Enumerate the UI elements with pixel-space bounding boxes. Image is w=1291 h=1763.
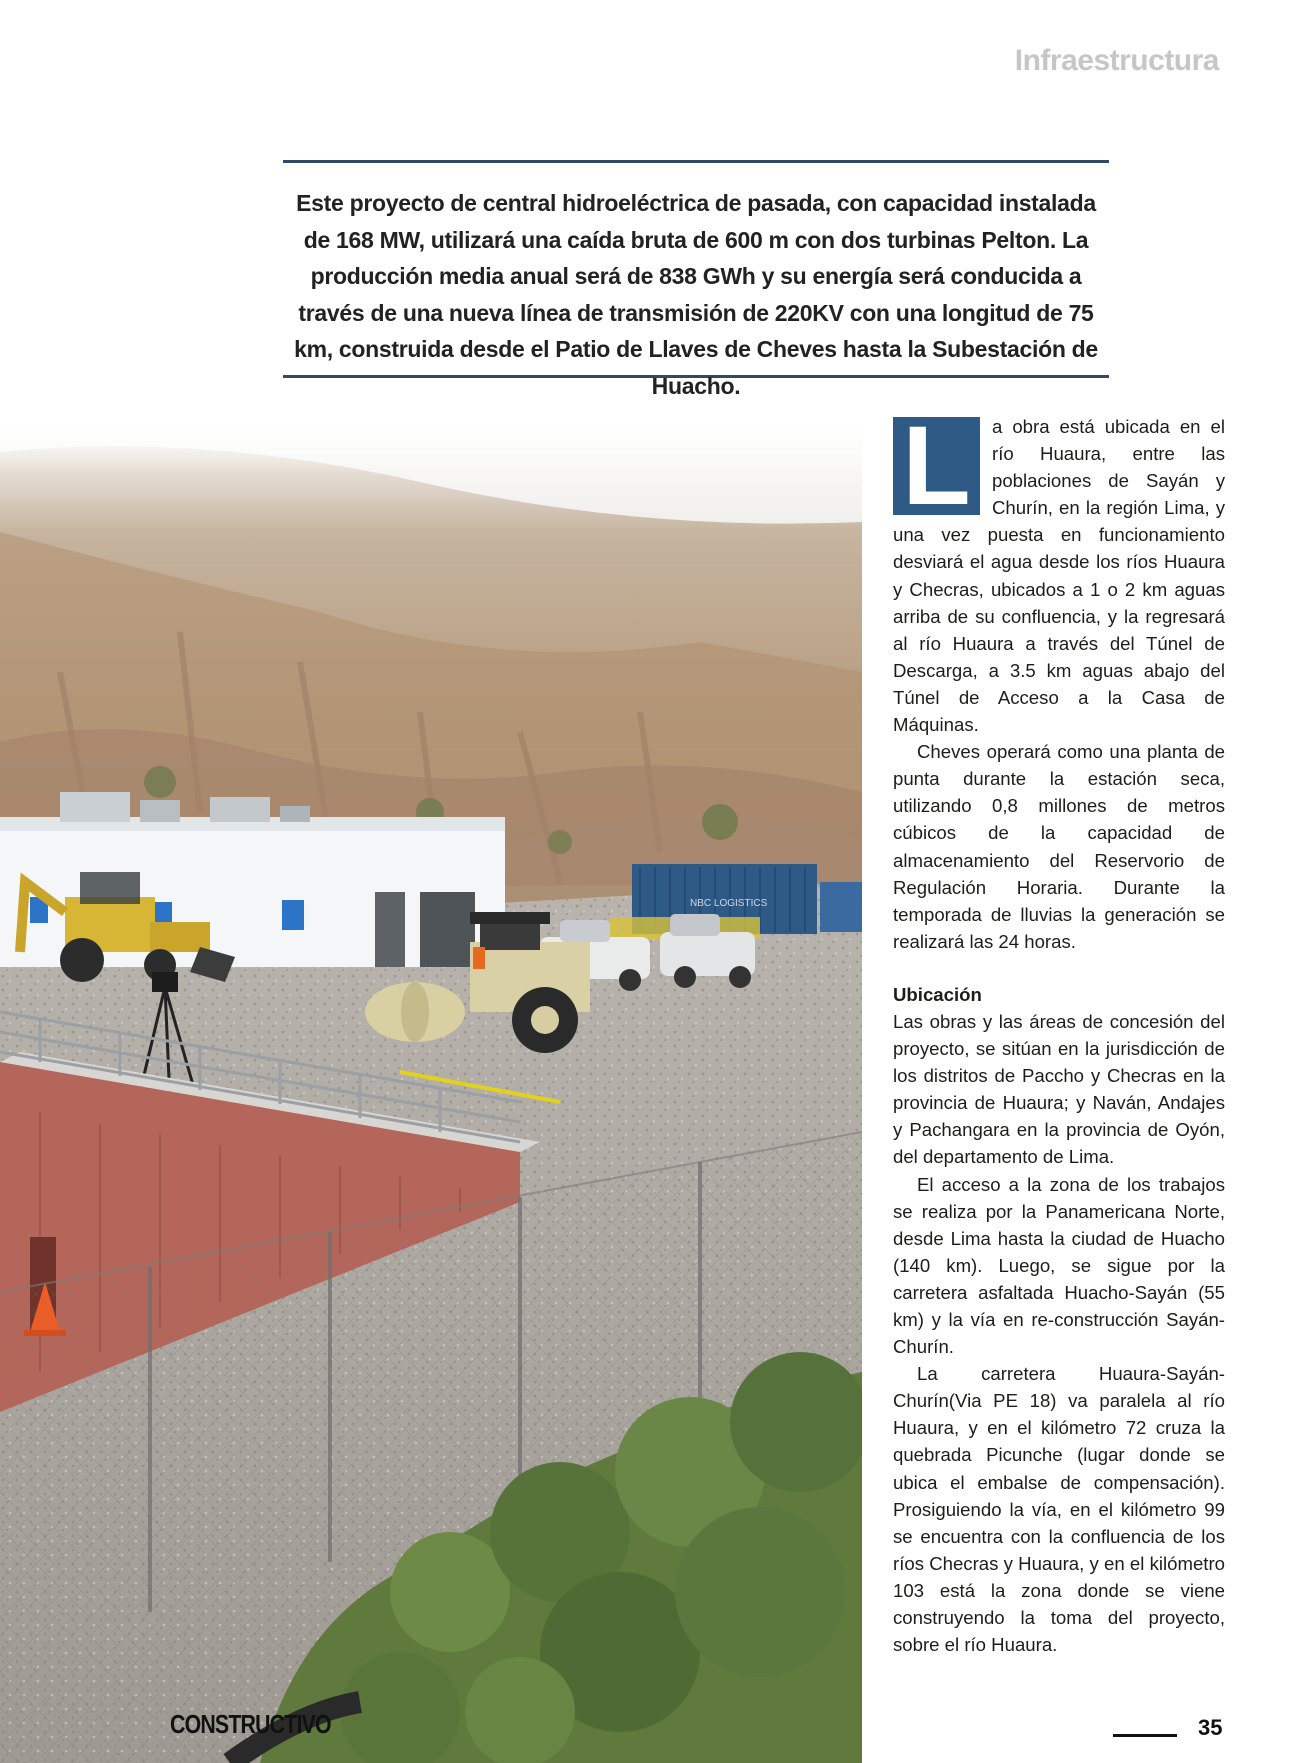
section-label: Infraestructura <box>1014 44 1219 77</box>
section-heading: Ubicación <box>893 983 982 1005</box>
summary-box <box>283 160 1109 399</box>
article-body <box>893 403 1225 1658</box>
container-label: NBC LOGISTICS <box>690 898 768 909</box>
footer-rule <box>1113 1734 1177 1737</box>
construction-site-photo <box>0 412 862 1763</box>
article-paragraph: La carretera Huaura-Sayán-Churín(Via PE 18) va paralela al río Huaura, y en el kilómetro 72 cruza la quebrada Picunche (lugar donde se ubica el embalse de compensación). Prosiguiendo la vía, en el kilómetro 99 se encuentra con la confluencia de los ríos Checras y Huaura, y en el kilómetro 103 está la zona donde se viene construyendo la toma del proyecto, sobre el río Huaura. <box>893 1363 1225 1656</box>
article-paragraph: a obra está ubicada en el río Huaura, entre las poblaciones de Sayán y Churín, en la región Lima, y una vez puesta en funcionamiento desviará el agua desde los ríos Huaura y Checras, ubicados a 1 o 2 km aguas arriba de su confluencia, y la regresará al río Huaura a través del Túnel de Descarga, a 3.5 km aguas abajo del Túnel de Acceso a la Casa de Máquinas. <box>893 416 1225 736</box>
summary-text: Este proyecto de central hidroeléctrica de pasada, con capacidad instalada de 168 MW, utilizará una caída bruta de 600 m con dos turbinas Pelton. La producción media anual será de 838 GWh y su energía será conducida a través de una nueva línea de transmisión de 220KV con una longitud de 75 km, construida desde el Patio de Llaves de Cheves hasta la Subestación de Huacho. <box>294 190 1098 399</box>
article-paragraph: Cheves operará como una planta de punta durante la estación seca, utilizando 0,8 millones de metros cúbicos de la capacidad de almacenamiento del Reservorio de Regulación Horaria. Durante la temporada de lluvias la generación se realizará las 24 horas. <box>893 741 1225 952</box>
magazine-logo: CONSTRUCTIVO <box>170 1709 331 1739</box>
article-paragraph: El acceso a la zona de los trabajos se realiza por la Panamericana Norte, desde Lima hasta la ciudad de Huacho (140 km). Luego, se sigue por la carretera asfaltada Huacho-Sayán (55 km) y la vía en re-construcción Sayán-Churín. <box>893 1173 1225 1358</box>
drop-cap: L <box>893 417 980 515</box>
article-paragraph: Las obras y las áreas de concesión del proyecto, se sitúan en la jurisdicción de los distritos de Paccho y Checras en la provincia de Huaura; y Naván, Andajes y Pachangara en la provincia de Oyón, del departamento de Lima. <box>893 1010 1225 1168</box>
page-number: 35 <box>1198 1715 1223 1740</box>
